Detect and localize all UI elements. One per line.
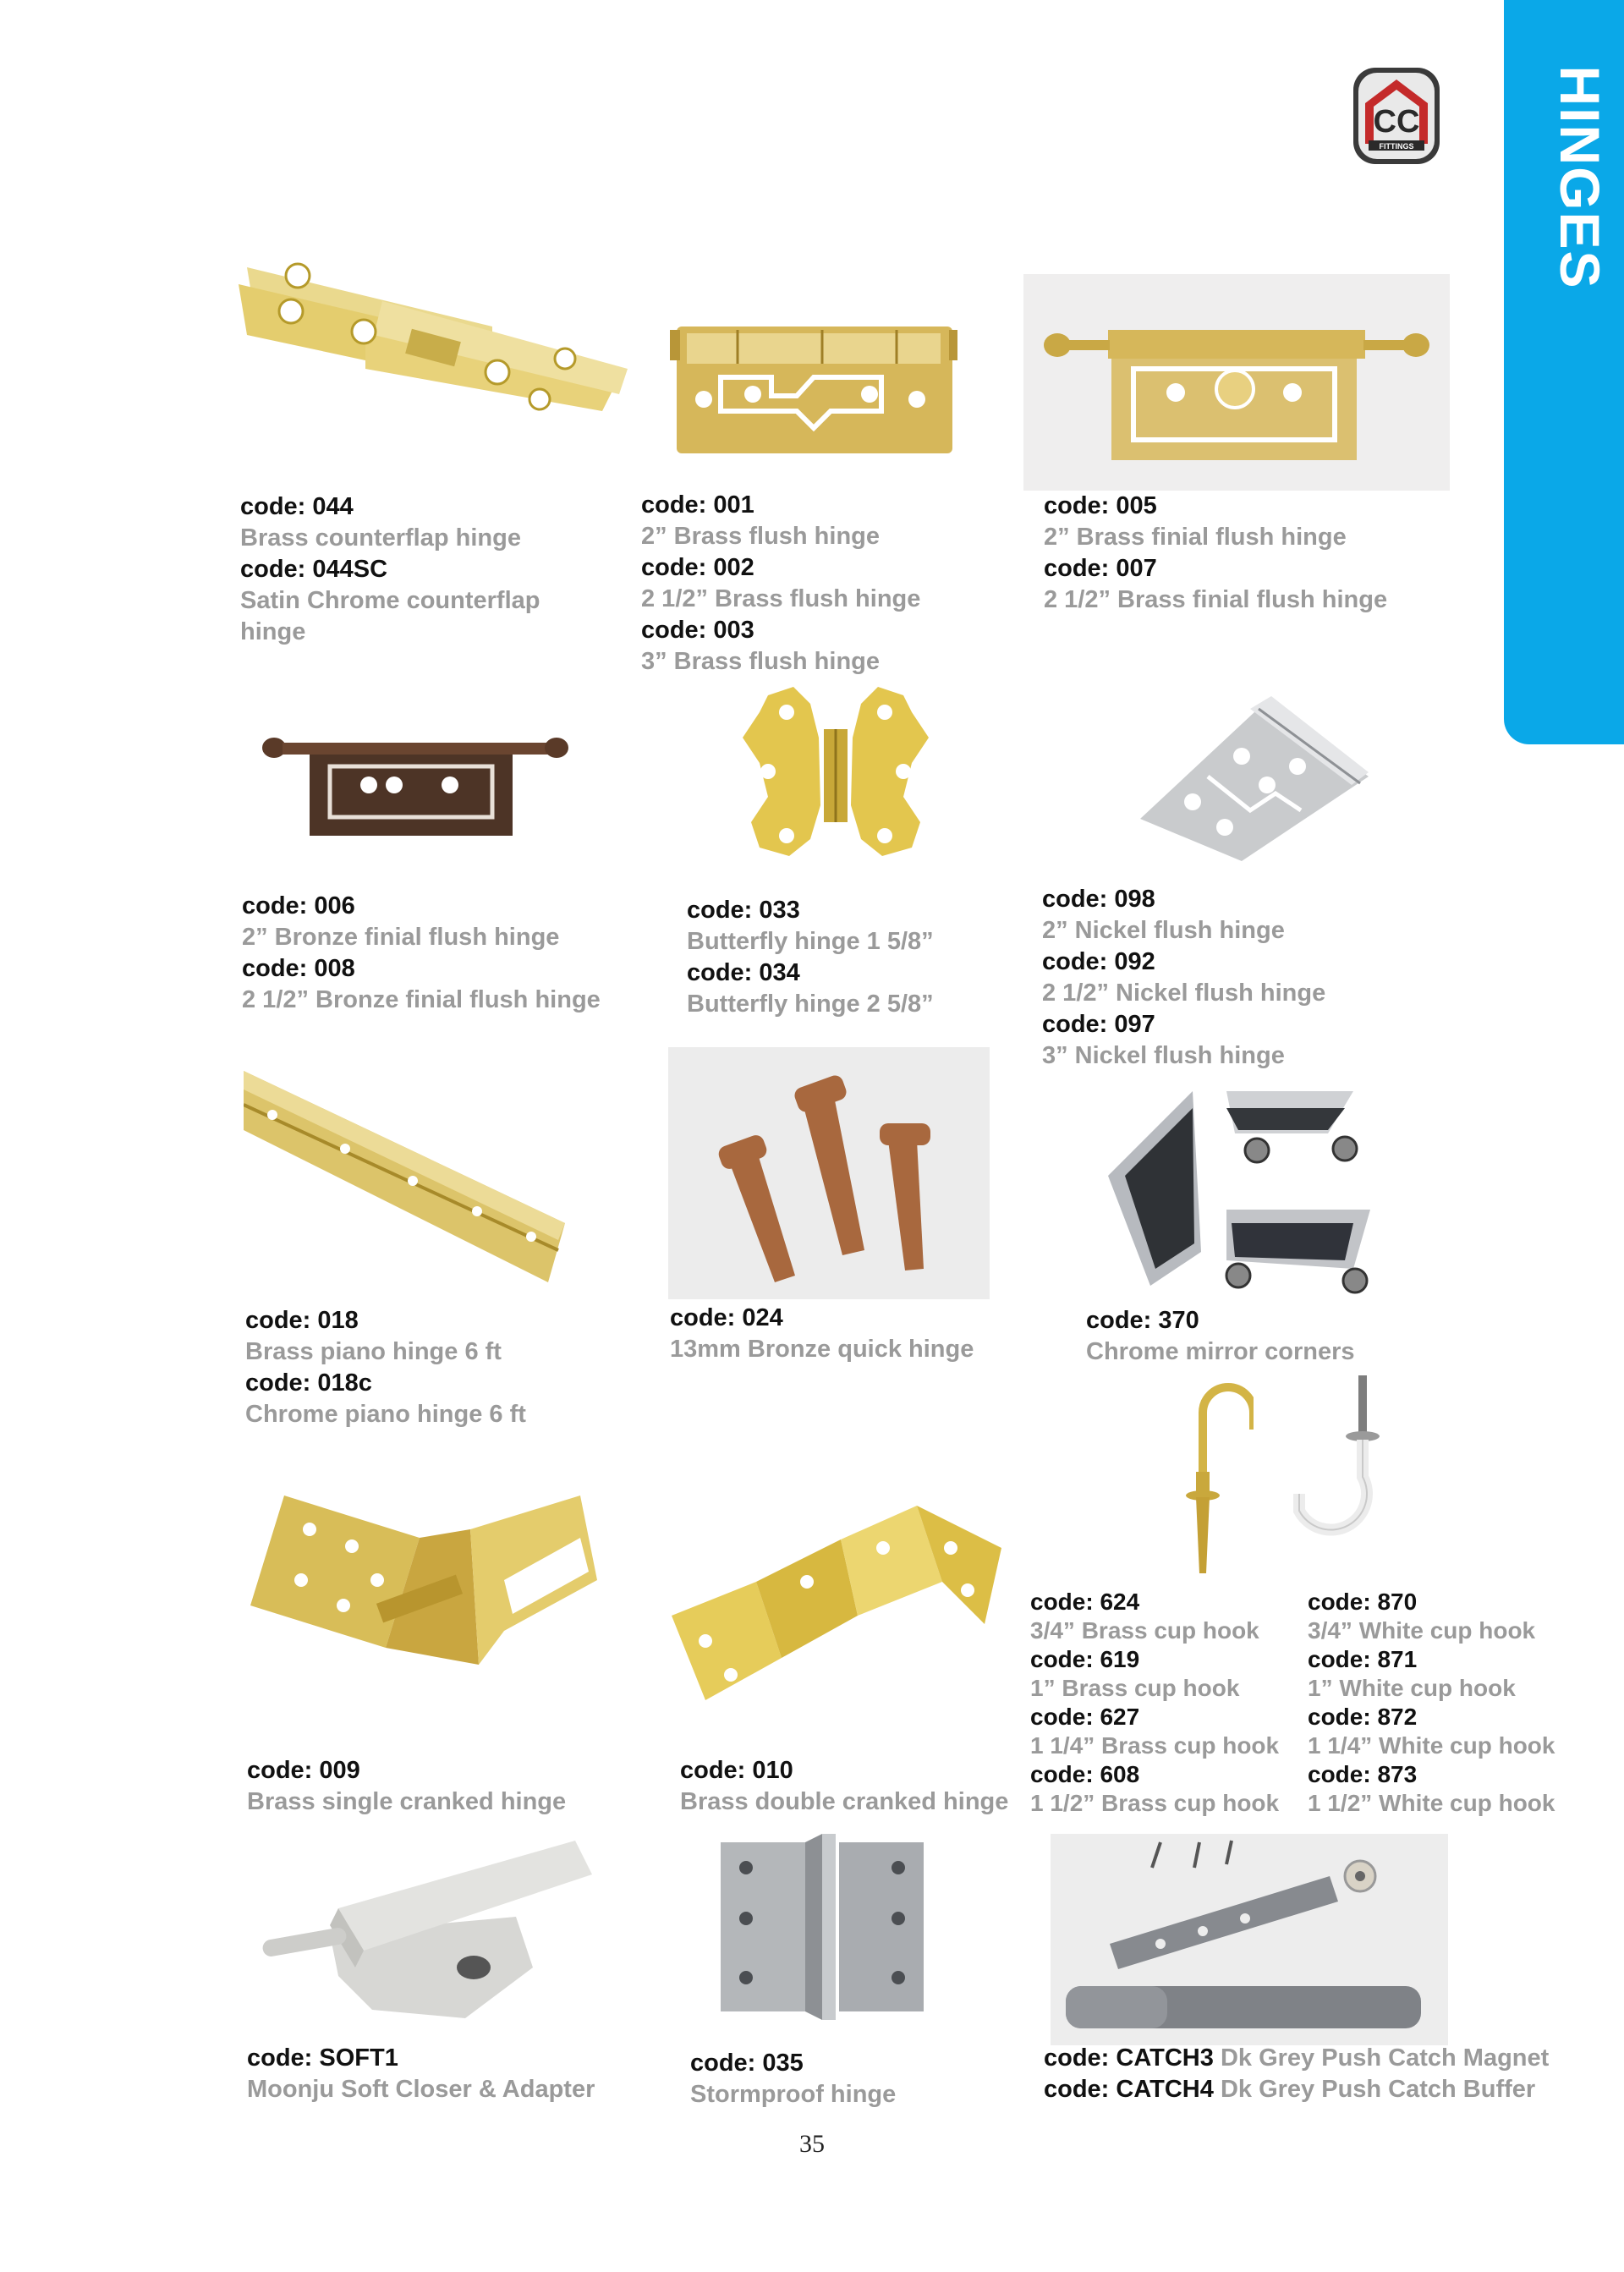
product-description: Moonju Soft Closer & Adapter <box>247 2076 595 2103</box>
product-line <box>1044 2074 1549 2105</box>
product-description: Chrome mirror corners <box>1086 1338 1355 1365</box>
product-code: code: 005 <box>1044 492 1157 519</box>
product-block-catch <box>1044 2043 1549 2105</box>
product-description: Satin Chrome counterflap <box>240 587 540 614</box>
brass-finial-flush-hinge-image <box>1023 274 1450 491</box>
product-description: 1 1/4” Brass cup hook <box>1030 1732 1280 1759</box>
product-code: code: 873 <box>1308 1761 1418 1787</box>
product-description: Brass counterflap hinge <box>240 524 521 552</box>
product-block-001 <box>641 490 920 678</box>
product-code: code: 010 <box>680 1757 793 1784</box>
product-code: code: 608 <box>1030 1761 1140 1787</box>
svg-text:CC: CC <box>1373 104 1420 140</box>
product-code: code: 018c <box>245 1369 372 1397</box>
product-description: 1 1/4” White cup hook <box>1308 1732 1555 1759</box>
product-code: code: 098 <box>1042 886 1155 913</box>
product-block-018 <box>245 1305 526 1430</box>
product-block-024 <box>670 1303 974 1365</box>
product-code: code: 035 <box>690 2050 804 2077</box>
product-code: code: 092 <box>1042 948 1155 975</box>
product-description: 2” Bronze finial flush hinge <box>242 924 560 951</box>
product-description: 3” Brass flush hinge <box>641 648 881 675</box>
product-code: code: 009 <box>247 1757 360 1784</box>
product-block-005 <box>1044 491 1387 616</box>
product-code: code: 627 <box>1030 1704 1140 1730</box>
product-code: code: 001 <box>641 491 754 519</box>
product-description: 1 1/2” Brass cup hook <box>1030 1790 1280 1816</box>
product-block-870 <box>1308 1588 1555 1818</box>
product-description: 3/4” Brass cup hook <box>1030 1617 1259 1644</box>
product-description: 13mm Bronze quick hinge <box>670 1336 974 1363</box>
product-code: code: 624 <box>1030 1589 1140 1615</box>
product-description: 1” Brass cup hook <box>1030 1675 1240 1701</box>
product-code: code: SOFT1 <box>247 2044 398 2072</box>
product-description: 1” White cup hook <box>1308 1675 1516 1701</box>
brass-cup-hook-image <box>1144 1379 1254 1573</box>
brass-flush-hinge-image <box>670 318 957 453</box>
product-description: Brass single cranked hinge <box>247 1788 567 1815</box>
product-description: 2” Nickel flush hinge <box>1042 917 1285 944</box>
product-block-010 <box>680 1755 1008 1818</box>
soft-closer-image <box>262 1832 592 2018</box>
product-description: 3” Nickel flush hinge <box>1042 1042 1285 1069</box>
product-block-009 <box>247 1755 566 1818</box>
product-code: code: 370 <box>1086 1307 1199 1334</box>
brand-logo <box>1352 66 1441 166</box>
page-number: 35 <box>799 2130 825 2158</box>
single-cranked-hinge-image <box>250 1479 606 1732</box>
bronze-quick-hinge-image <box>668 1047 990 1299</box>
svg-text:FITTINGS: FITTINGS <box>1379 142 1414 151</box>
product-code: code: 044 <box>240 493 354 520</box>
chrome-mirror-corners-image <box>1100 1083 1379 1294</box>
product-description: 3/4” White cup hook <box>1308 1617 1536 1644</box>
product-description: Chrome piano hinge 6 ft <box>245 1401 526 1428</box>
product-block-006 <box>242 891 601 1016</box>
product-block-035 <box>690 2048 896 2110</box>
product-description: Brass double cranked hinge <box>680 1788 1009 1815</box>
product-description: 2 1/2” Brass finial flush hinge <box>1044 586 1388 613</box>
push-catch-image <box>1051 1834 1448 2045</box>
product-description: Stormproof hinge <box>690 2081 897 2108</box>
product-code: code: 871 <box>1308 1646 1418 1672</box>
product-code: code: 007 <box>1044 555 1157 582</box>
bronze-finial-flush-hinge-image <box>259 729 572 839</box>
product-description: Butterfly hinge 1 5/8” <box>687 928 934 955</box>
product-description: 2” Brass finial flush hinge <box>1044 524 1347 551</box>
nickel-flush-hinge-image <box>1123 692 1369 861</box>
section-title: HINGES <box>1549 65 1611 290</box>
product-block-624 <box>1030 1588 1279 1818</box>
product-code: code: 006 <box>242 892 355 919</box>
product-line <box>1044 2043 1549 2074</box>
product-code: code: CATCH4 <box>1044 2076 1214 2103</box>
white-cup-hook-image <box>1286 1375 1404 1570</box>
product-code: code: CATCH3 <box>1044 2044 1214 2072</box>
product-description: 2 1/2” Brass flush hinge <box>641 585 921 612</box>
product-block-033 <box>687 895 934 1020</box>
product-code: code: 034 <box>687 959 800 986</box>
product-code: code: 044SC <box>240 556 388 583</box>
product-description: 2 1/2” Nickel flush hinge <box>1042 980 1326 1007</box>
product-code: code: 870 <box>1308 1589 1418 1615</box>
product-description: Butterfly hinge 2 5/8” <box>687 991 934 1018</box>
product-block-098 <box>1042 884 1325 1072</box>
product-description: 2” Brass flush hinge <box>641 523 881 550</box>
product-code: code: 018 <box>245 1307 359 1334</box>
product-description: Dk Grey Push Catch Magnet <box>1220 2044 1550 2072</box>
product-description: 2 1/2” Bronze finial flush hinge <box>242 986 601 1013</box>
product-block-soft1 <box>247 2043 595 2105</box>
product-description: Brass piano hinge 6 ft <box>245 1338 502 1365</box>
stormproof-hinge-image <box>721 1834 932 2020</box>
product-block-044 <box>240 491 540 648</box>
butterfly-hinge-image <box>743 687 929 856</box>
product-description: 1 1/2” White cup hook <box>1308 1790 1555 1816</box>
product-description: hinge <box>240 618 306 645</box>
product-code: code: 872 <box>1308 1704 1418 1730</box>
product-code: code: 002 <box>641 554 754 581</box>
product-code: code: 619 <box>1030 1646 1140 1672</box>
product-code: code: 003 <box>641 617 754 644</box>
product-description: Dk Grey Push Catch Buffer <box>1220 2076 1536 2103</box>
product-code: code: 008 <box>242 955 355 982</box>
double-cranked-hinge-image <box>672 1489 1010 1709</box>
product-code: code: 097 <box>1042 1011 1155 1038</box>
piano-hinge-image <box>244 1071 565 1282</box>
product-code: code: 033 <box>687 897 800 924</box>
product-block-370 <box>1086 1305 1355 1368</box>
product-code: code: 024 <box>670 1304 783 1331</box>
counterflap-hinge-image <box>239 242 628 411</box>
